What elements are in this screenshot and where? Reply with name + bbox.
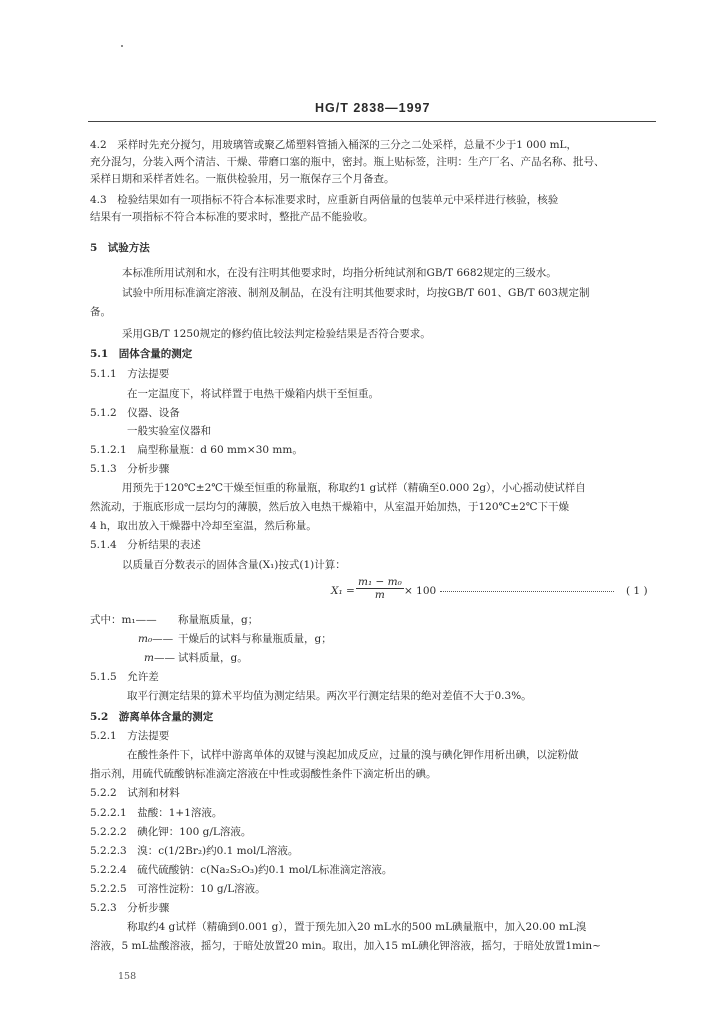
header-rule bbox=[88, 121, 656, 122]
item-5-2-2-1: 5.2.2.1 盐酸：1+1溶液。 bbox=[90, 807, 223, 819]
text-5-1-2: 一般实验室仪器和 bbox=[127, 425, 211, 437]
text-5-2-3: 称取约4 g试样（精确到0.001 g），置于预先加入20 mL水的500 mL碘量瓶中，加入20.00 mL溴 bbox=[127, 921, 587, 933]
clause-4-2: 4.2 采样时先充分搅匀，用玻璃管或聚乙烯塑料管插入桶深的三分之二处采样，总量不少于1 000 mL， bbox=[90, 139, 578, 151]
formula-lhs: X₁ = bbox=[331, 585, 355, 597]
where-label: 式中：m₁—— bbox=[90, 614, 157, 626]
heading-5-2-3: 5.2.3 分析步骤 bbox=[90, 902, 170, 914]
clause-4-2-line2: 充分混匀，分装入两个清洁、干燥、带磨口塞的瓶中，密封。瓶上贴标签，注明：生产厂名、产品名称、批号、 bbox=[90, 156, 605, 168]
text-5-1-1: 在一定温度下，将试样置于电热干燥箱内烘干至恒重。 bbox=[127, 388, 379, 400]
where-m0-desc: 干燥后的试料与称量瓶质量，g； bbox=[178, 633, 332, 645]
text-5-2-3-line2: 溶液，5 mL盐酸溶液，摇匀，于暗处放置20 min。取出，加入15 mL碘化钾溶液，摇匀，于暗处放置1min~ bbox=[90, 940, 601, 952]
heading-5-2: 5.2 游离单体含量的测定 bbox=[90, 711, 214, 723]
para-reagents: 本标准所用试剂和水，在没有注明其他要求时，均指分析纯试剂和GB/T 6682规定的三级水。 bbox=[122, 267, 557, 279]
item-5-2-2-5: 5.2.2.5 可溶性淀粉：10 g/L溶液。 bbox=[90, 883, 266, 895]
formula-rhs: × 100 bbox=[404, 585, 437, 597]
heading-5-1-2: 5.1.2 仪器、设备 bbox=[90, 407, 180, 419]
para-standards-line2: 备。 bbox=[90, 306, 111, 318]
formula-number: ( 1 ) bbox=[626, 585, 648, 597]
where-m0-var: m₀—— bbox=[138, 633, 174, 645]
heading-5-1-4: 5.1.4 分析结果的表述 bbox=[90, 539, 201, 551]
formula-leader-dots bbox=[440, 591, 614, 592]
scan-speck bbox=[121, 45, 123, 47]
item-5-2-2-4: 5.2.2.4 硫代硫酸钠：c(Na₂S₂O₃)约0.1 mol/L标准滴定溶液。 bbox=[90, 864, 393, 876]
heading-5-1-5: 5.1.5 允许差 bbox=[90, 671, 159, 683]
text-5-1-3-line2: 然流动，于瓶底形成一层均匀的薄膜，然后放入电热干燥箱中，从室温开始加热，于120℃±2℃下干燥 bbox=[90, 501, 570, 513]
text-5-1-3-line3: 4 h，取出放入干燥器中冷却至室温，然后称量。 bbox=[90, 520, 317, 532]
text-5-1-3: 用预先于120℃±2℃干燥至恒重的称量瓶，称取约1 g试样（精确至0.000 2g），小心摇动使试样自 bbox=[122, 482, 586, 494]
heading-5-1: 5.1 固体含量的测定 bbox=[90, 348, 193, 360]
heading-5-2-1: 5.2.1 方法提要 bbox=[90, 730, 170, 742]
section-5-heading: 5 试验方法 bbox=[90, 242, 150, 254]
text-5-1-5: 取平行测定结果的算术平均值为测定结果。两次平行测定结果的绝对差值不大于0.3%。 bbox=[127, 690, 532, 702]
where-m1-desc: 称量瓶质量，g； bbox=[178, 614, 259, 626]
heading-5-1-1: 5.1.1 方法提要 bbox=[90, 368, 170, 380]
formula-denominator: m bbox=[374, 589, 385, 601]
heading-5-1-3: 5.1.3 分析步骤 bbox=[90, 463, 170, 475]
text-5-2-1-line2: 指示剂，用硫代硫酸钠标准滴定溶液在中性或弱酸性条件下滴定析出的碘。 bbox=[90, 768, 437, 780]
formula-fraction bbox=[356, 576, 404, 601]
clause-4-3: 4.3 检验结果如有一项指标不符合本标准要求时，应重新自两倍量的包装单元中采样进行核验，核验 bbox=[90, 194, 559, 206]
para-rounding: 采用GB/T 1250规定的修约值比较法判定检验结果是否符合要求。 bbox=[122, 328, 431, 340]
item-5-2-2-3: 5.2.2.3 溴：c(1/2Br₂)约0.1 mol/L溶液。 bbox=[90, 845, 299, 857]
item-5-2-2-2: 5.2.2.2 碘化钾：100 g/L溶液。 bbox=[90, 826, 252, 838]
where-m-desc: 试料质量，g。 bbox=[178, 652, 248, 664]
para-standards: 试验中所用标准滴定溶液、制剂及制品，在没有注明其他要求时，均按GB/T 601、GB/T 603规定制 bbox=[122, 287, 590, 299]
where-m-var: m—— bbox=[144, 652, 175, 664]
heading-5-2-2: 5.2.2 试剂和材料 bbox=[90, 787, 180, 799]
text-5-2-1: 在酸性条件下，试样中游离单体的双键与溴起加成反应，过量的溴与碘化钾作用析出碘，以淀粉做 bbox=[127, 749, 579, 761]
page-number: 158 bbox=[118, 971, 137, 982]
formula-numerator: m₁ − m₀ bbox=[358, 576, 402, 588]
page-header: HG/T 2838—1997 bbox=[315, 101, 431, 115]
text-5-1-4: 以质量百分数表示的固体含量(X₁)按式(1)计算： bbox=[122, 559, 346, 571]
clause-4-2-line3: 采样日期和采样者姓名。一瓶供检验用，另一瓶保存三个月备查。 bbox=[90, 173, 395, 185]
item-5-1-2-1: 5.1.2.1 扁型称量瓶：d 60 mm×30 mm。 bbox=[90, 444, 303, 456]
clause-4-3-line2: 结果有一项指标不符合本标准的要求时，整批产品不能验收。 bbox=[90, 211, 374, 223]
